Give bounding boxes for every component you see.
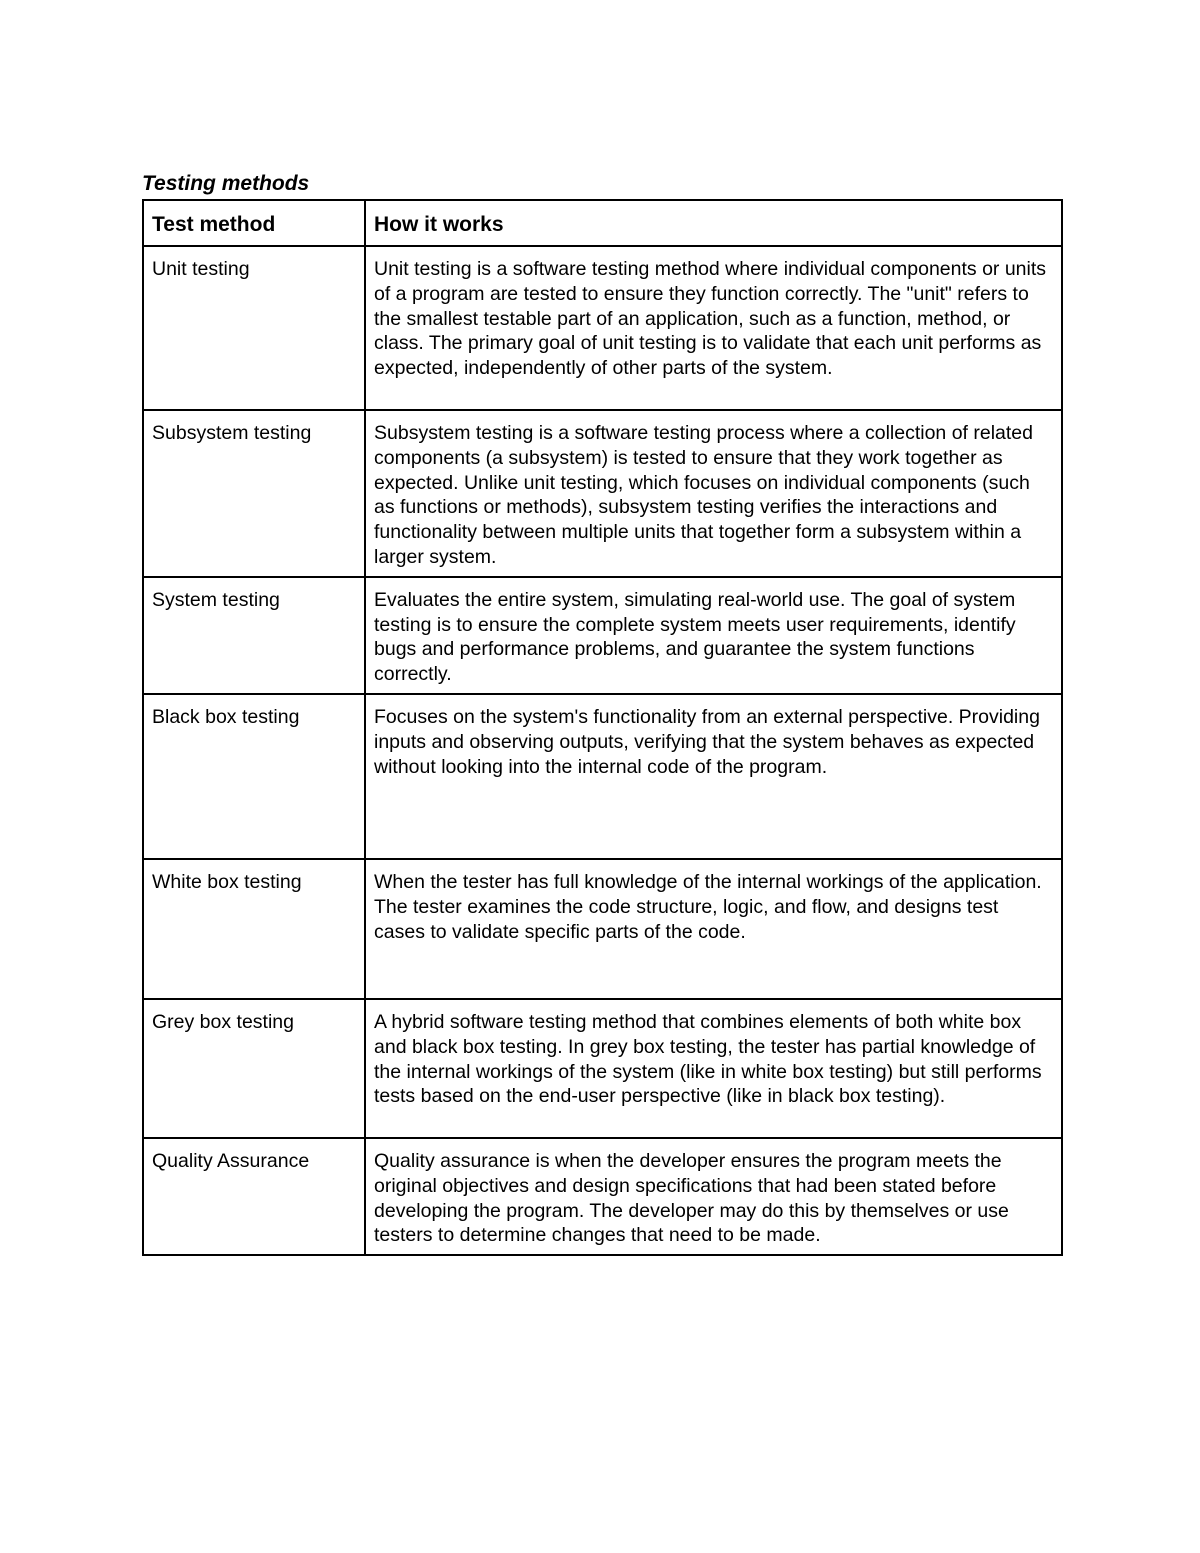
testing-methods-table <box>142 199 1063 1256</box>
method-cell: Unit testing <box>143 246 365 410</box>
description-cell: Unit testing is a software testing method where individual components or units of a program are tested to ensure they function correctly. The "unit" refers to the smallest testable part of an application, such as a function, method, or class. The primary goal of unit testing is to validate that each unit performs as expected, independently of other parts of the system. <box>365 246 1062 410</box>
table-header-row <box>143 200 1062 246</box>
header-test-method: Test method <box>143 200 365 246</box>
description-cell: Evaluates the entire system, simulating real-world use. The goal of system testing is to ensure the complete system meets user requirements, identify bugs and performance problems, and guarantee the system functions correctly. <box>365 577 1062 694</box>
table-row <box>143 999 1062 1138</box>
method-cell: Subsystem testing <box>143 410 365 577</box>
header-how-it-works: How it works <box>365 200 1062 246</box>
description-cell: Subsystem testing is a software testing process where a collection of related components (a subsystem) is tested to ensure that they work together as expected. Unlike unit testing, which focuses on individual components (such as functions or methods), subsystem testing verifies the interactions and functionality between multiple units that together form a subsystem within a larger system. <box>365 410 1062 577</box>
method-cell: Black box testing <box>143 694 365 859</box>
method-cell: Quality Assurance <box>143 1138 365 1255</box>
table-row <box>143 694 1062 859</box>
description-cell: Quality assurance is when the developer ensures the program meets the original objectives and design specifications that had been stated before developing the program. The developer may do this by themselves or use testers to determine changes that need to be made. <box>365 1138 1062 1255</box>
method-cell: White box testing <box>143 859 365 999</box>
method-cell: Grey box testing <box>143 999 365 1138</box>
description-cell: A hybrid software testing method that combines elements of both white box and black box testing. In grey box testing, the tester has partial knowledge of the internal workings of the system (like in white box testing) but still performs tests based on the end-user perspective (like in black box testing). <box>365 999 1062 1138</box>
table-row <box>143 410 1062 577</box>
table-row <box>143 1138 1062 1255</box>
table-row <box>143 859 1062 999</box>
method-cell: System testing <box>143 577 365 694</box>
description-cell: Focuses on the system's functionality from an external perspective. Providing inputs and observing outputs, verifying that the system behaves as expected without looking into the internal code of the program. <box>365 694 1062 859</box>
table-row <box>143 246 1062 410</box>
document-title: Testing methods <box>142 172 310 195</box>
table-row <box>143 577 1062 694</box>
description-cell: When the tester has full knowledge of the internal workings of the application. The tester examines the code structure, logic, and flow, and designs test cases to validate specific parts of the code. <box>365 859 1062 999</box>
